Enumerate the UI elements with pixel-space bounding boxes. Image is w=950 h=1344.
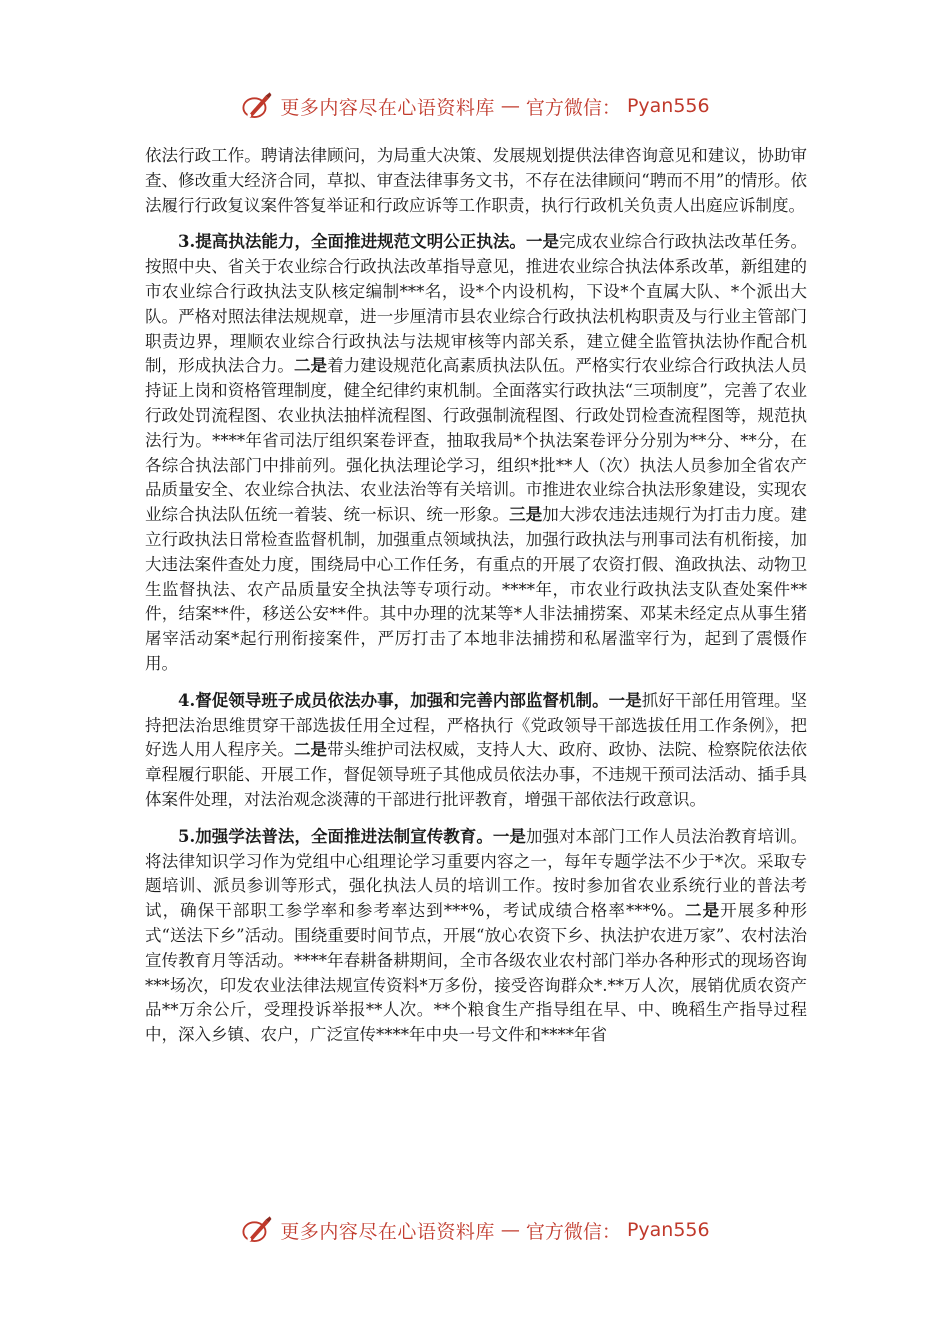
body-text: 抓好干部任用管理。坚持把法治思维贯穿干部选拔任用全过程，严格执行《党政领导干部选拔任用工作条例》，把好选人用人程序关。 <box>145 690 808 760</box>
header-banner <box>0 86 950 126</box>
body-text: 依法行政工作。聘请法律顾问，为局重大决策、发展规划提供法律咨询意见和建议，协助审查、修改重大经济合同，草拟、审查法律事务文书，不存在法律顾问“聘而不用”的情形。依法履行行政复议案件答复举证和行政应诉等工作职责，执行行政机关负责人出庭应诉制度。 <box>145 146 807 215</box>
paragraph-1 <box>145 144 807 218</box>
section-heading: 3.提高执法能力，全面推进规范文明公正执法。 <box>178 232 526 252</box>
section-heading: 4.督促领导班子成员依法办事，加强和完善内部监督机制。 <box>178 690 609 710</box>
item-marker: 二是 <box>293 356 328 376</box>
paragraph-2 <box>145 230 807 676</box>
item-marker: 二是 <box>293 740 328 760</box>
item-marker: 一是 <box>492 826 526 846</box>
pen-logo-icon <box>240 1213 274 1247</box>
document-body <box>145 144 807 1048</box>
body-text: 加大涉农违法违规行为打击力度。建立行政执法日常检查监督机制，加强重点领域执法，加强行政执法与刑事司法有机衔接，加大违法案件查处力度，围绕局中心工作任务，有重点的开展了农资打假、渔政执法、动物卫生监督执法、农产品质量安全执法等专项行动。****年，市农业行政执法支队查处案件**件，结案**件，移送公安**件。其中办理的沈某等*人非法捕捞案、邓某未经定点从事生猪屠宰活动案*起行刑衔接案件，严厉打击了本地非法捕捞和私屠滥宰行为，起到了震慑作用。 <box>145 505 808 673</box>
banner-text: 更多内容尽在心语资料库 <box>280 1220 495 1243</box>
body-text: 完成农业综合行政执法改革任务。按照中央、省关于农业综合行政执法改革指导意见，推进农业综合执法体系改革，新组建的市农业综合行政执法支队核定编制***名，设*个内设机构，下设*个直属大队、*个派出大队。严格对照法律法规规章，进一步厘清市县农业综合行政执法机构职责及与行业主管部门职责边界，理顺农业综合行政执法与法规审核等内部关系，建立健全监管执法协作配合机制，形成执法合力。 <box>145 232 808 376</box>
banner-separator: — <box>500 1219 520 1241</box>
banner-wechat-id: Pyan556 <box>626 95 710 117</box>
section-heading: 5.加强学法普法，全面推进法制宣传教育。 <box>178 826 493 846</box>
item-marker: 一是 <box>525 232 560 252</box>
footer-banner <box>0 1210 950 1250</box>
body-text: 加强对本部门工作人员法治教育培训。将法律知识学习作为党组中心组理论学习重要内容之一，每年专题学法不少于*次。采取专题培训、派员参训等形式，强化执法人员的培训工作。按时参加省农业系统行业的普法考试，确保干部职工参学率和参考率达到***%，考试成绩合格率***%。 <box>145 826 808 921</box>
paragraph-3 <box>145 689 807 813</box>
pen-logo-icon <box>240 89 274 123</box>
banner-separator: — <box>500 95 520 117</box>
body-text: 开展多种形式“送法下乡”活动。围绕重要时间节点，开展“放心农资下乡、执法护农进万家”、农村法治宣传教育月等活动。****年春耕备耕期间，全市各级农业农村部门举办各种形式的现场咨询***场次，印发农业法律法规宣传资料*万多份，接受咨询群众*.**万人次，展销优质农资产品**万余公斤，受理投诉举报**人次。**个粮食生产指导组在早、中、晚稻生产指导过程中，深入乡镇、农户，广泛宣传****年中央一号文件和****年省 <box>145 901 807 1045</box>
body-text: 着力建设规范化高素质执法队伍。严格实行农业综合行政执法人员持证上岗和资格管理制度，健全纪律约束机制。全面落实行政执法“三项制度”，完善了农业行政处罚流程图、农业执法抽样流程图、行政强制流程图、行政处罚检查流程图等，规范执法行为。****年省司法厅组织案卷评查，抽取我局*个执法案卷评分分别为**分、**分，在各综合执法部门中排前列。强化执法理论学习，组织*批**人（次）执法人员参加全省农产品质量安全、农业综合执法、农业法治等有关培训。市推进农业综合执法形象建设，实现农业综合执法队伍统一着装、统一标识、统一形象。 <box>145 356 808 525</box>
banner-wechat-id: Pyan556 <box>626 1219 710 1241</box>
item-marker: 三是 <box>509 505 543 525</box>
banner-wechat-label: 官方微信： <box>525 1220 621 1243</box>
item-marker: 一是 <box>608 690 642 710</box>
banner-text: 更多内容尽在心语资料库 <box>280 96 495 119</box>
body-text: 带头维护司法权威，支持人大、政府、政协、法院、检察院依法依章程履行职能、开展工作，督促领导班子其他成员依法办事，不违规干预司法活动、插手具体案件处理，对法治观念淡薄的干部进行批评教育，增强干部依法行政意识。 <box>145 740 808 809</box>
banner-wechat-label: 官方微信： <box>525 96 621 119</box>
item-marker: 二是 <box>685 901 721 921</box>
paragraph-4 <box>145 825 807 1048</box>
